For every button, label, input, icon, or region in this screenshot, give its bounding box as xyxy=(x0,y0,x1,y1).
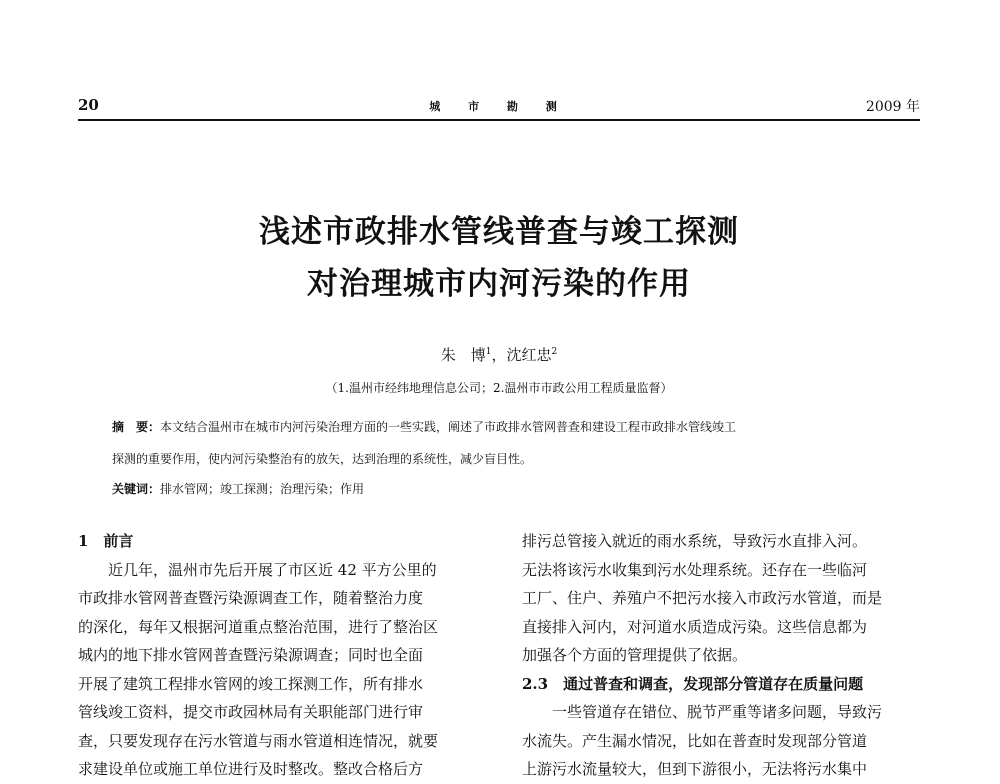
right-column xyxy=(522,527,934,784)
body-line: 开展了建筑工程排水管网的竣工探测工作，所有排水 xyxy=(78,674,424,693)
section-heading-1: 1 前言 xyxy=(78,532,134,550)
title-line-1: 浅述市政排水管线普查与竣工探测 xyxy=(259,214,739,250)
issue-year: 2009 年 xyxy=(865,99,920,115)
body-line: 市政排水管网普查暨污染源调查工作，随着整治力度 xyxy=(78,589,424,607)
abstract-label: 摘 要： xyxy=(112,420,161,434)
abstract-line-2: 探测的重要作用，使内河污染整治有的放矢，达到治理的系统性，减少盲目性。 xyxy=(112,452,533,466)
body-line: 上游污水流量较大，但到下游很小，无法将污水集中 xyxy=(522,760,868,778)
section-heading-2-3: 2.3 通过普查和调查，发现部分管道存在质量问题 xyxy=(522,674,864,693)
body-line: 直接排入河内，对河道水质造成污染。这些信息都为 xyxy=(522,617,868,636)
affiliations: （1.温州市经纬地理信息公司；2.温州市市政公用工程质量监督） xyxy=(325,381,673,395)
running-header xyxy=(78,96,920,118)
header-rule xyxy=(78,119,920,121)
body-line: 管线竣工资料，提交市政园林局有关职能部门进行审 xyxy=(78,703,424,721)
body-line: 排污总管接入就近的雨水系统，导致污水直排入河。 xyxy=(522,532,868,550)
author-2: 沈红忠 xyxy=(506,346,552,364)
body-line: 求建设单位或施工单位进行及时整改。整改合格后方 xyxy=(78,760,424,778)
abstract-text-1: 本文结合温州市在城市内河污染治理方面的一些实践，阐述了市政排水管网普查和建设工程市政排水管线竣工 xyxy=(160,420,737,434)
author-separator: ， xyxy=(491,346,507,364)
body-line: 近几年，温州市先后开展了市区近 42 平方公里的 xyxy=(78,560,437,579)
body-line: 查，只要发现存在污水管道与雨水管道相连情况，就要 xyxy=(78,731,439,750)
abstract-line-1 xyxy=(112,416,902,438)
author-1: 朱 博 xyxy=(440,346,486,364)
journal-name: 城 市 勘 测 xyxy=(429,100,569,113)
body-line: 一些管道存在错位、脱节严重等诸多问题，导致污 xyxy=(522,703,883,721)
title-line-2: 对治理城市内河污染的作用 xyxy=(307,266,691,302)
author-1-affil: 1 xyxy=(485,347,492,357)
body-line: 水流失。产生漏水情况，比如在普查时发现部分管道 xyxy=(522,731,868,750)
authors xyxy=(78,344,920,365)
keywords-text: 排水管网；竣工探测；治理污染；作用 xyxy=(160,482,365,496)
keywords-label: 关键词： xyxy=(112,482,161,496)
body-line: 的深化，每年又根据河道重点整治范围，进行了整治区 xyxy=(78,617,439,636)
author-2-affil: 2 xyxy=(551,347,558,357)
page-number: 20 xyxy=(78,96,99,114)
body-line: 城内的地下排水管网普查暨污染源调查；同时也全面 xyxy=(78,646,424,664)
body-line: 加强各个方面的管理提供了依据。 xyxy=(522,646,748,664)
body-line: 无法将该污水收集到污水处理系统。还存在一些临河 xyxy=(522,560,868,579)
left-column xyxy=(78,527,490,784)
keywords xyxy=(112,480,902,497)
body-line: 工厂、住户、养殖户不把污水接入市政污水管道，而是 xyxy=(522,589,883,607)
